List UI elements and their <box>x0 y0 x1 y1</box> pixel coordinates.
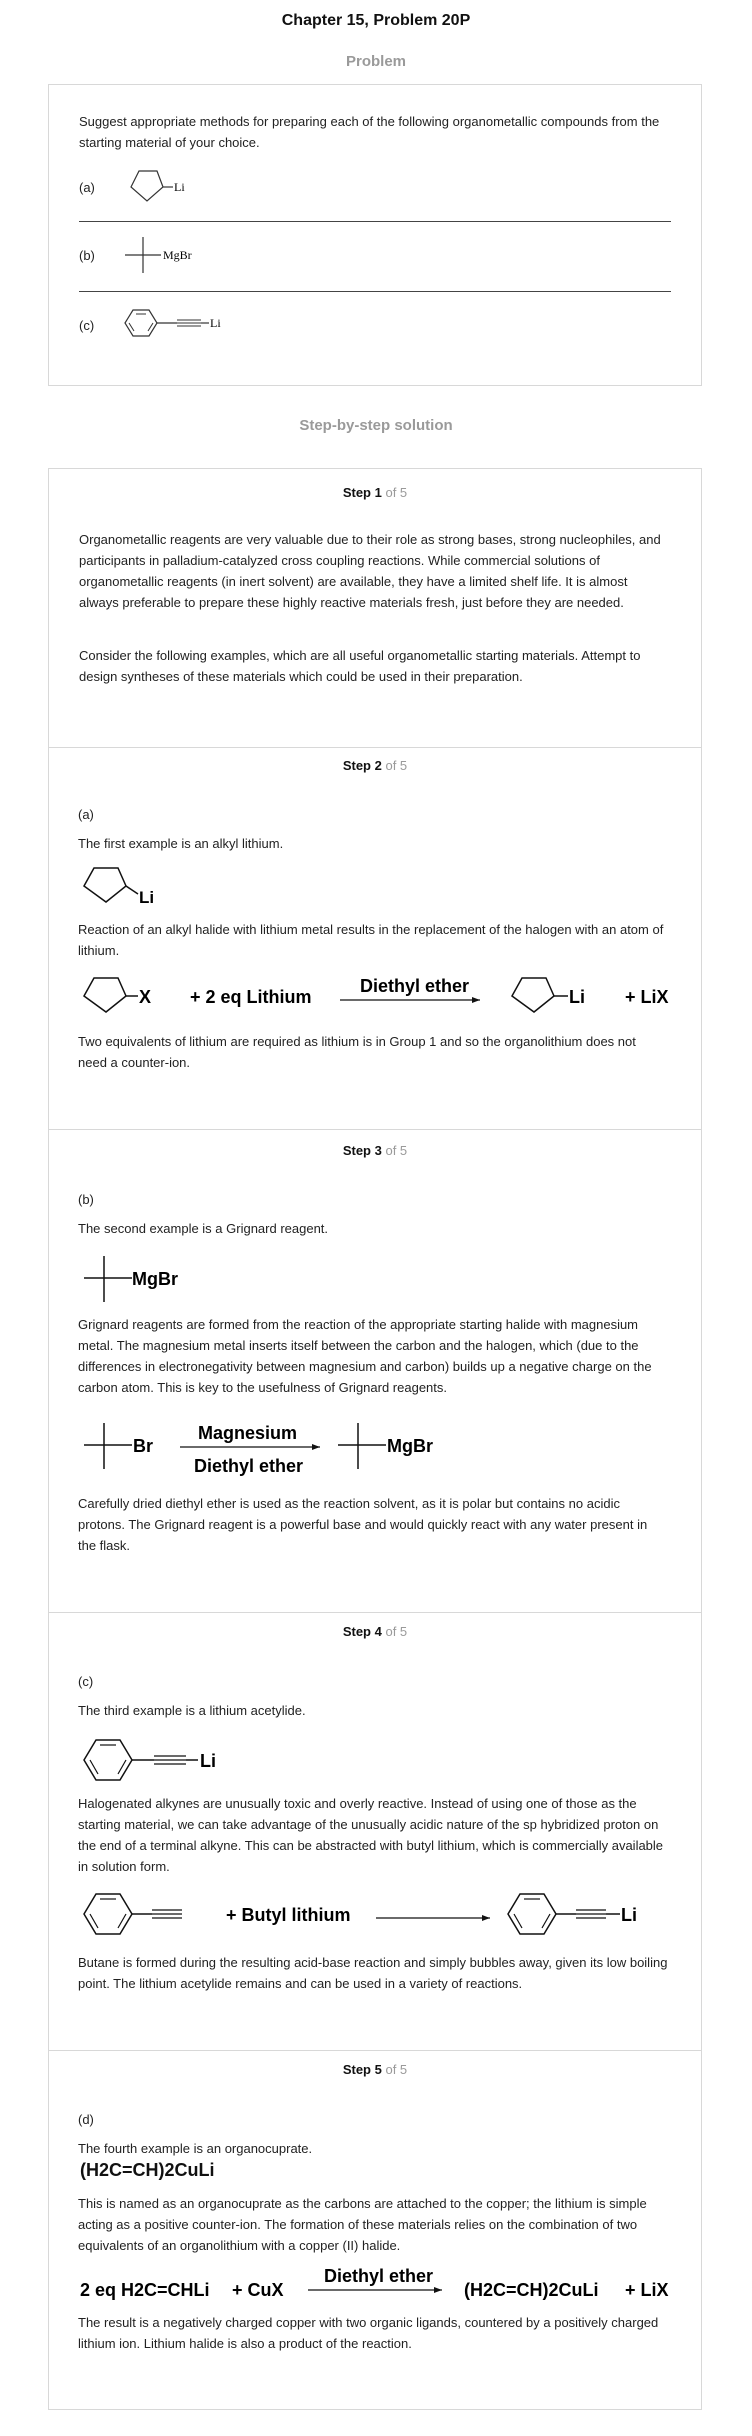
step-2-note: Two equivalents of lithium are required as lithium is in Group 1 and so the organolithium does not need a counter-ion. <box>78 1034 636 1070</box>
step-divider <box>48 2050 702 2051</box>
step-2-condition: Diethyl ether <box>360 976 470 996</box>
problem-text: Suggest appropriate methods for preparing each of the following organometallic compounds from the starting material of your choice. <box>79 114 660 150</box>
step-number: Step 5 <box>342 2062 382 2077</box>
step-of-total: of 5 <box>385 485 408 500</box>
problem-item-a-group: Li <box>174 180 185 194</box>
step-3-label: (b) <box>78 1192 94 1207</box>
step-4-note: Butane is formed during the resulting acid-base reaction and simply bubbles away, given its low boiling point. The lithium acetylide remains and can be used in a variety of reactions. <box>78 1955 668 1991</box>
step-2-product-group: Li <box>139 888 155 907</box>
step-4-right-group: Li <box>621 1905 637 1925</box>
step-1-paragraph-2: Consider the following examples, which are all useful organometallic starting materials. Attempt to design syntheses of these materials which could be used in their preparation. <box>79 648 641 684</box>
step-3-header <box>48 1143 702 1158</box>
step-3-condition-top: Magnesium <box>198 1423 298 1443</box>
step-2-left-group: X <box>139 987 152 1007</box>
step-4-reagent: + Butyl lithium <box>226 1905 351 1925</box>
step-1-paragraph-1: Organometallic reagents are very valuable due to their role as strong bases, strong nucleophiles, and participants in palladium-catalyzed cross coupling reactions. While commercial solutions of organometallic reagents (in inert solvent) are available, they have a limited shelf life. It is almost always preferable to prepare these highly reactive materials fresh, just before they are needed. <box>79 532 661 610</box>
step-3-explain: Grignard reagents are formed from the reaction of the appropriate starting halide with magnesium metal. The magnesium metal inserts itself between the carbon and the halogen, which (due to the differences in electronegativity between magnesium and carbon) builds up a negative charge on the carbon atom. This is key to the usefulness of Grignard reagents. <box>78 1317 652 1395</box>
problem-item-b-label: (b) <box>79 248 95 263</box>
tert-butyl-grignard-structure <box>117 233 207 277</box>
step-of-total: of 5 <box>385 758 408 773</box>
step-2-product-structure <box>80 862 180 912</box>
step-2-label: (a) <box>78 807 94 822</box>
step-number: Step 2 <box>342 758 382 773</box>
step-5-byproduct: + LiX <box>625 2280 669 2300</box>
step-3-reaction-scheme <box>80 1417 480 1477</box>
divider-line <box>79 291 671 292</box>
step-5-condition: Diethyl ether <box>324 2266 434 2286</box>
step-of-total: of 5 <box>385 2062 408 2077</box>
problem-item-c-label: (c) <box>79 318 95 333</box>
step-4-label: (c) <box>78 1674 94 1689</box>
step-5-reaction-scheme <box>80 2262 700 2302</box>
step-5-product: (H2C=CH)2CuLi <box>464 2280 599 2300</box>
problem-item-c-group: Li <box>210 316 221 330</box>
step-3-condition-bottom: Diethyl ether <box>194 1456 304 1476</box>
problem-card <box>48 84 702 386</box>
step-5-label: (d) <box>78 2112 94 2127</box>
step-of-total: of 5 <box>385 1143 408 1158</box>
solution-heading: Step-by-step solution <box>299 417 453 434</box>
cyclopentyl-lithium-structure <box>117 165 197 209</box>
step-5-note: The result is a negatively charged copper with two organic ligands, countered by a positively charged lithium ion. Lithium halide is also a product of the reaction. <box>78 2315 659 2351</box>
phenylethynyl-lithium-structure <box>117 301 237 345</box>
step-number: Step 4 <box>342 1624 382 1639</box>
step-1-header <box>49 485 701 500</box>
step-divider <box>48 1612 702 1613</box>
page-title: Chapter 15, Problem 20P <box>281 12 471 29</box>
step-divider <box>48 747 702 748</box>
step-4-intro: The third example is a lithium acetylide. <box>78 1703 306 1718</box>
divider-line <box>79 221 671 222</box>
step-5-intro: The fourth example is an organocuprate. <box>78 2141 313 2156</box>
step-of-total: of 5 <box>385 1624 408 1639</box>
step-3-right-group: MgBr <box>387 1436 433 1456</box>
step-number: Step 1 <box>342 485 382 500</box>
problem-item-a-label: (a) <box>79 180 95 195</box>
step-3-left-group: Br <box>133 1436 154 1456</box>
step-5-explain: This is named as an organocuprate as the carbons are attached to the copper; the lithium is simple acting as a positive counter-ion. The formation of these materials relies on the combination of two equivalents of an organolithium with a copper (II) halide. <box>78 2196 647 2253</box>
step-4-header <box>48 1624 702 1639</box>
step-2-explain: Reaction of an alkyl halide with lithium metal results in the replacement of the halogen with an atom of lithium. <box>78 922 664 958</box>
step-number: Step 3 <box>342 1143 382 1158</box>
step-3-intro: The second example is a Grignard reagent. <box>78 1221 329 1236</box>
step-4-reaction-scheme <box>80 1884 680 1944</box>
step-2-right-group: Li <box>569 987 585 1007</box>
step-2-intro: The first example is an alkyl lithium. <box>78 836 284 851</box>
step-2-reagent: + 2 eq Lithium <box>190 987 312 1007</box>
step-4-product-group: Li <box>200 1751 216 1771</box>
step-5-header <box>48 2062 702 2077</box>
step-divider <box>48 1129 702 1130</box>
step-2-header <box>48 758 702 773</box>
step-5-left: 2 eq H2C=CHLi <box>80 2280 210 2300</box>
step-3-product-group: MgBr <box>132 1269 178 1289</box>
step-3-product-structure <box>80 1252 200 1306</box>
step-4-explain: Halogenated alkynes are unusually toxic and overly reactive. Instead of using one of those as the starting material, we can take advantage of the unusually acidic nature of the sp hybridized proton on the end of a terminal alkyne. This can be abstracted with butyl lithium, which is commercially available in solution form. <box>78 1796 664 1874</box>
step-5-formula: (H2C=CH)2CuLi <box>80 2160 215 2180</box>
step-5-reagent: + CuX <box>232 2280 284 2300</box>
step-2-reaction-scheme <box>80 970 680 1026</box>
step-3-note: Carefully dried diethyl ether is used as the reaction solvent, as it is polar but contains no acidic protons. The Grignard reagent is a powerful base and would quickly react with any water present in the flask. <box>78 1496 648 1553</box>
step-4-product-structure <box>80 1730 260 1790</box>
problem-item-b-group: MgBr <box>163 248 192 262</box>
step-2-byproduct: + LiX <box>625 987 669 1007</box>
problem-heading: Problem <box>345 53 406 70</box>
